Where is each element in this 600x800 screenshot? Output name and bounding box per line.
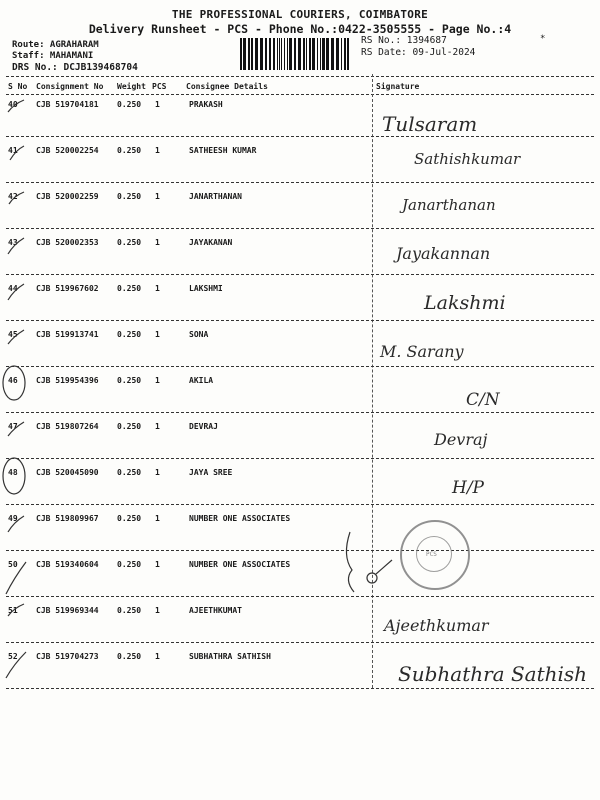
- consignee-cell: PRAKASH: [189, 100, 223, 109]
- consignment-cell: CJB 519967602: [36, 284, 99, 293]
- consignee-cell: SONA: [189, 330, 209, 339]
- weight-cell: 0.250: [117, 422, 142, 431]
- consignment-cell: CJB 520002353: [36, 238, 99, 247]
- handwritten-signature: M. Sarany: [380, 342, 464, 361]
- sno-cell: 51: [8, 606, 18, 615]
- consignee-cell: LAKSHMI: [189, 284, 223, 293]
- sno-cell: 46: [8, 376, 18, 385]
- col-header-pcs: PCS: [152, 82, 167, 91]
- consignee-cell: SUBHATHRA SATHISH: [189, 652, 271, 661]
- staff-label: Staff: MAHAMANI: [12, 51, 94, 61]
- consignment-cell: CJB 519809967: [36, 514, 99, 523]
- pcs-cell: 1: [155, 560, 160, 569]
- sno-cell: 41: [8, 146, 18, 155]
- pcs-cell: 1: [155, 514, 160, 523]
- consignee-cell: DEVRAJ: [189, 422, 218, 431]
- col-header-consignment: Consignment No: [36, 82, 104, 91]
- weight-cell: 0.250: [117, 284, 142, 293]
- pcs-cell: 1: [155, 330, 160, 339]
- weight-cell: 0.250: [117, 606, 142, 615]
- consignee-cell: JAYAKANAN: [189, 238, 233, 247]
- handwritten-signature: Subhathra Sathish: [398, 662, 588, 686]
- handwritten-signature: Sathishkumar: [414, 150, 521, 168]
- handwritten-signature: Ajeethkumar: [384, 616, 489, 635]
- handwritten-signature: Devraj: [434, 430, 488, 449]
- page-title: THE PROFESSIONAL COURIERS, COIMBATORE: [171, 8, 429, 21]
- consignee-cell: JANARTHANAN: [189, 192, 242, 201]
- seal-center-text: PCS: [426, 551, 437, 558]
- sno-cell: 50: [8, 560, 18, 569]
- sno-cell: 44: [8, 284, 18, 293]
- sno-cell: 40: [8, 100, 18, 109]
- consignment-cell: CJB 519913741: [36, 330, 99, 339]
- pcs-cell: 1: [155, 100, 160, 109]
- corner-mark: *: [540, 34, 546, 44]
- handwritten-signature: Lakshmi: [424, 292, 506, 314]
- pcs-cell: 1: [155, 652, 160, 661]
- sno-cell: 49: [8, 514, 18, 523]
- weight-cell: 0.250: [117, 468, 142, 477]
- consignment-cell: CJB 519807264: [36, 422, 99, 431]
- col-header-signature: Signature: [376, 82, 420, 91]
- col-header-sno: S No: [8, 82, 28, 91]
- pcs-cell: 1: [155, 422, 160, 431]
- handwritten-signature: C/N: [466, 390, 500, 410]
- drs-label: DRS No.: DCJB139468704: [12, 62, 138, 73]
- weight-cell: 0.250: [117, 192, 142, 201]
- pcs-cell: 1: [155, 238, 160, 247]
- consignment-cell: CJB 519340604: [36, 560, 99, 569]
- consignee-cell: AJEETHKUMAT: [189, 606, 242, 615]
- pcs-cell: 1: [155, 284, 160, 293]
- consignee-cell: AKILA: [189, 376, 214, 385]
- consignee-cell: SATHEESH KUMAR: [189, 146, 257, 155]
- col-header-consignee: Consignee Details: [186, 82, 268, 91]
- weight-cell: 0.250: [117, 514, 142, 523]
- consignee-cell: NUMBER ONE ASSOCIATES: [189, 560, 291, 569]
- handwritten-signature: Tulsaram: [382, 112, 478, 136]
- handwritten-signature: Jayakannan: [396, 244, 491, 263]
- consignment-cell: CJB 520002259: [36, 192, 99, 201]
- pcs-cell: 1: [155, 376, 160, 385]
- runsheet-subtitle: Delivery Runsheet - PCS - Phone No.:0422-3505555 - Page No.:4: [88, 22, 512, 36]
- consignee-cell: JAYA SREE: [189, 468, 233, 477]
- consignee-cell: NUMBER ONE ASSOCIATES: [189, 514, 291, 523]
- weight-cell: 0.250: [117, 146, 142, 155]
- pcs-cell: 1: [155, 192, 160, 201]
- weight-cell: 0.250: [117, 560, 142, 569]
- weight-cell: 0.250: [117, 100, 142, 109]
- sno-cell: 42: [8, 192, 18, 201]
- rs-number: RS No.: 1394687: [361, 35, 447, 46]
- sno-cell: 47: [8, 422, 18, 431]
- pcs-cell: 1: [155, 146, 160, 155]
- route-label: Route: AGRAHARAM: [12, 40, 99, 50]
- consignment-cell: CJB 520045090: [36, 468, 99, 477]
- consignment-cell: CJB 519704181: [36, 100, 99, 109]
- col-header-weight: Weight: [117, 82, 146, 91]
- consignment-cell: CJB 519969344: [36, 606, 99, 615]
- weight-cell: 0.250: [117, 330, 142, 339]
- sno-cell: 43: [8, 238, 18, 247]
- weight-cell: 0.250: [117, 238, 142, 247]
- rs-date: RS Date: 09-Jul-2024: [361, 47, 476, 58]
- weight-cell: 0.250: [117, 376, 142, 385]
- consignment-cell: CJB 520002254: [36, 146, 99, 155]
- handwritten-signature: Janarthanan: [402, 196, 496, 214]
- sno-cell: 52: [8, 652, 18, 661]
- handwritten-signature: H/P: [452, 478, 484, 498]
- pcs-cell: 1: [155, 606, 160, 615]
- consignment-cell: CJB 519704273: [36, 652, 99, 661]
- weight-cell: 0.250: [117, 652, 142, 661]
- sno-cell: 48: [8, 468, 18, 477]
- sno-cell: 45: [8, 330, 18, 339]
- pcs-cell: 1: [155, 468, 160, 477]
- consignment-cell: CJB 519954396: [36, 376, 99, 385]
